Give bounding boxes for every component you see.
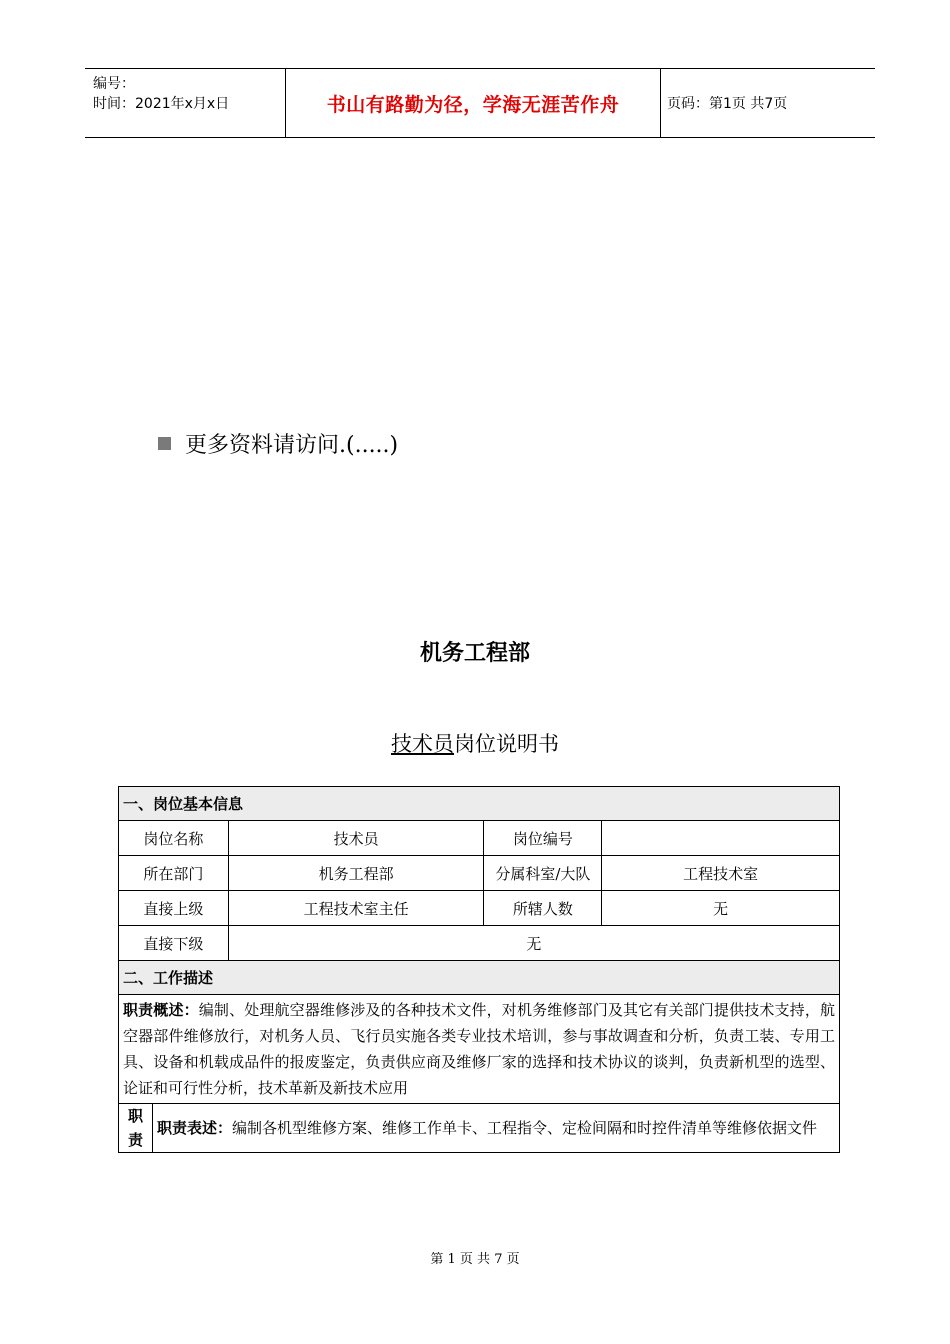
table-row — [119, 891, 840, 926]
value-cell: 机务工程部 — [228, 856, 484, 891]
label-cell: 直接下级 — [119, 926, 229, 961]
overview-label: 职责概述： — [123, 1001, 199, 1019]
duty-cell — [152, 1104, 839, 1153]
label-cell: 所辖人数 — [484, 891, 602, 926]
doc-title — [0, 728, 950, 758]
label-cell: 所在部门 — [119, 856, 229, 891]
job-description-table — [118, 786, 840, 1153]
duty-row — [119, 1104, 840, 1153]
overview-cell — [119, 995, 840, 1104]
label-cell: 直接上级 — [119, 891, 229, 926]
section2-title: 二、工作描述 — [119, 961, 840, 995]
header-meta — [85, 69, 285, 137]
page-footer: 第 1 页 共 7 页 — [430, 1252, 520, 1267]
duty-label: 职责表述： — [156, 1119, 232, 1137]
doc-title-rest: 岗位说明书 — [454, 732, 559, 756]
document-header — [85, 68, 875, 138]
overview-row — [119, 995, 840, 1104]
time-label: 时间：2021年x月x日 — [93, 96, 230, 112]
label-cell: 分属科室/大队 — [484, 856, 602, 891]
more-info-text: 更多资料请访问.(.....) — [185, 433, 399, 458]
number-label: 编号： — [93, 76, 135, 92]
section-header — [119, 961, 840, 995]
label-cell: 岗位编号 — [484, 821, 602, 856]
header-motto: 书山有路勤为径，学海无涯苦作舟 — [285, 69, 661, 137]
value-cell: 无 — [228, 926, 839, 961]
value-cell: 技术员 — [228, 821, 484, 856]
table-row — [119, 926, 840, 961]
more-info-line — [158, 428, 398, 459]
table-row — [119, 821, 840, 856]
value-cell: 无 — [602, 891, 840, 926]
duty-side-label: 职责 — [119, 1104, 153, 1153]
overview-text: 编制、处理航空器维修涉及的各种技术文件，对机务维修部门及其它有关部门提供技术支持，航空器部件维修放行，对机务人员、飞行员实施各类专业技术培训，参与事故调查和分析，负责工装、专用工具、设备和机载成品件的报废鉴定，负责供应商及维修厂家的选择和技术协议的谈判，负责新机型的选型、论证和可行性分析，技术革新及新技术应用 — [123, 1001, 835, 1097]
value-cell: 工程技术室 — [602, 856, 840, 891]
doc-title-position: 技术员 — [391, 732, 454, 756]
department-title: 机务工程部 — [419, 641, 530, 666]
square-bullet-icon — [158, 437, 171, 450]
header-page-label: 页码：第1页 共7页 — [667, 96, 788, 112]
value-cell: 工程技术室主任 — [228, 891, 484, 926]
duty-text: 编制各机型维修方案、维修工作单卡、工程指令、定检间隔和时控件清单等维修依据文件 — [231, 1119, 817, 1137]
section-header — [119, 787, 840, 821]
label-cell: 岗位名称 — [119, 821, 229, 856]
value-cell — [602, 821, 840, 856]
table-row — [119, 856, 840, 891]
section1-title: 一、岗位基本信息 — [119, 787, 840, 821]
